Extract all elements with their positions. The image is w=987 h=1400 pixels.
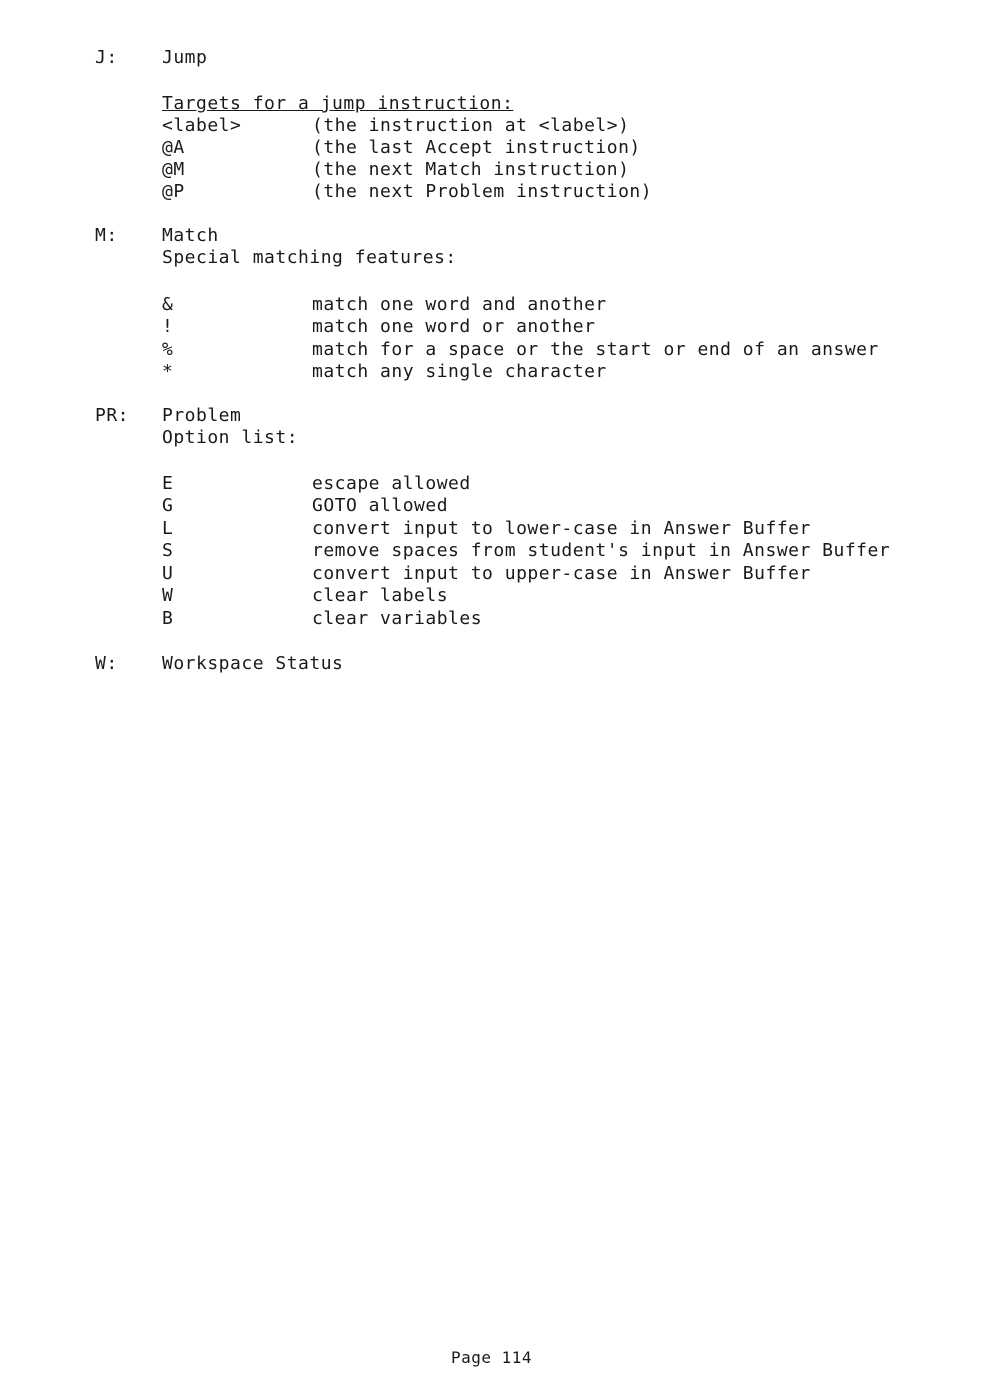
match-subheading: Special matching features: <box>162 247 457 268</box>
match-feature-desc: match one word or another <box>312 316 596 337</box>
jump-target-desc: (the instruction at <label>) <box>312 115 630 136</box>
workspace-key: W: <box>95 653 118 674</box>
jump-title: Jump <box>162 47 208 68</box>
problem-option-desc: convert input to lower-case in Answer Buffer <box>312 518 811 539</box>
jump-target-code: @M <box>162 159 185 180</box>
jump-target-code: <label> <box>162 115 242 136</box>
problem-option-desc: clear variables <box>312 608 483 629</box>
match-feature-desc: match any single character <box>312 361 607 382</box>
problem-option-desc: convert input to upper-case in Answer Buffer <box>312 563 811 584</box>
match-feature-code: & <box>162 294 174 315</box>
match-key: M: <box>95 225 118 246</box>
jump-target-code: @A <box>162 137 185 158</box>
problem-option-code: E <box>162 473 174 494</box>
problem-option-code: L <box>162 518 174 539</box>
problem-option-desc: GOTO allowed <box>312 495 449 516</box>
match-feature-code: * <box>162 361 174 382</box>
problem-subheading: Option list: <box>162 427 299 448</box>
match-feature-desc: match for a space or the start or end of an answer <box>312 339 879 360</box>
jump-target-desc: (the last Accept instruction) <box>312 137 641 158</box>
problem-option-code: U <box>162 563 174 584</box>
problem-key: PR: <box>95 405 130 426</box>
workspace-title: Workspace Status <box>162 653 344 674</box>
problem-option-code: B <box>162 608 174 629</box>
problem-option-code: G <box>162 495 174 516</box>
problem-title: Problem <box>162 405 242 426</box>
jump-targets-heading: Targets for a jump instruction: <box>162 93 514 114</box>
jump-target-code: @P <box>162 181 185 202</box>
problem-option-desc: remove spaces from student's input in Answer Buffer <box>312 540 891 561</box>
jump-target-desc: (the next Match instruction) <box>312 159 630 180</box>
match-title: Match <box>162 225 219 246</box>
page-number: Page 114 <box>451 1348 533 1367</box>
problem-option-code: W <box>162 585 174 606</box>
problem-option-code: S <box>162 540 174 561</box>
problem-option-desc: escape allowed <box>312 473 471 494</box>
jump-target-desc: (the next Problem instruction) <box>312 181 653 202</box>
match-feature-desc: match one word and another <box>312 294 607 315</box>
problem-option-desc: clear labels <box>312 585 449 606</box>
match-feature-code: ! <box>162 316 174 337</box>
jump-key: J: <box>95 47 118 68</box>
match-feature-code: % <box>162 339 174 360</box>
